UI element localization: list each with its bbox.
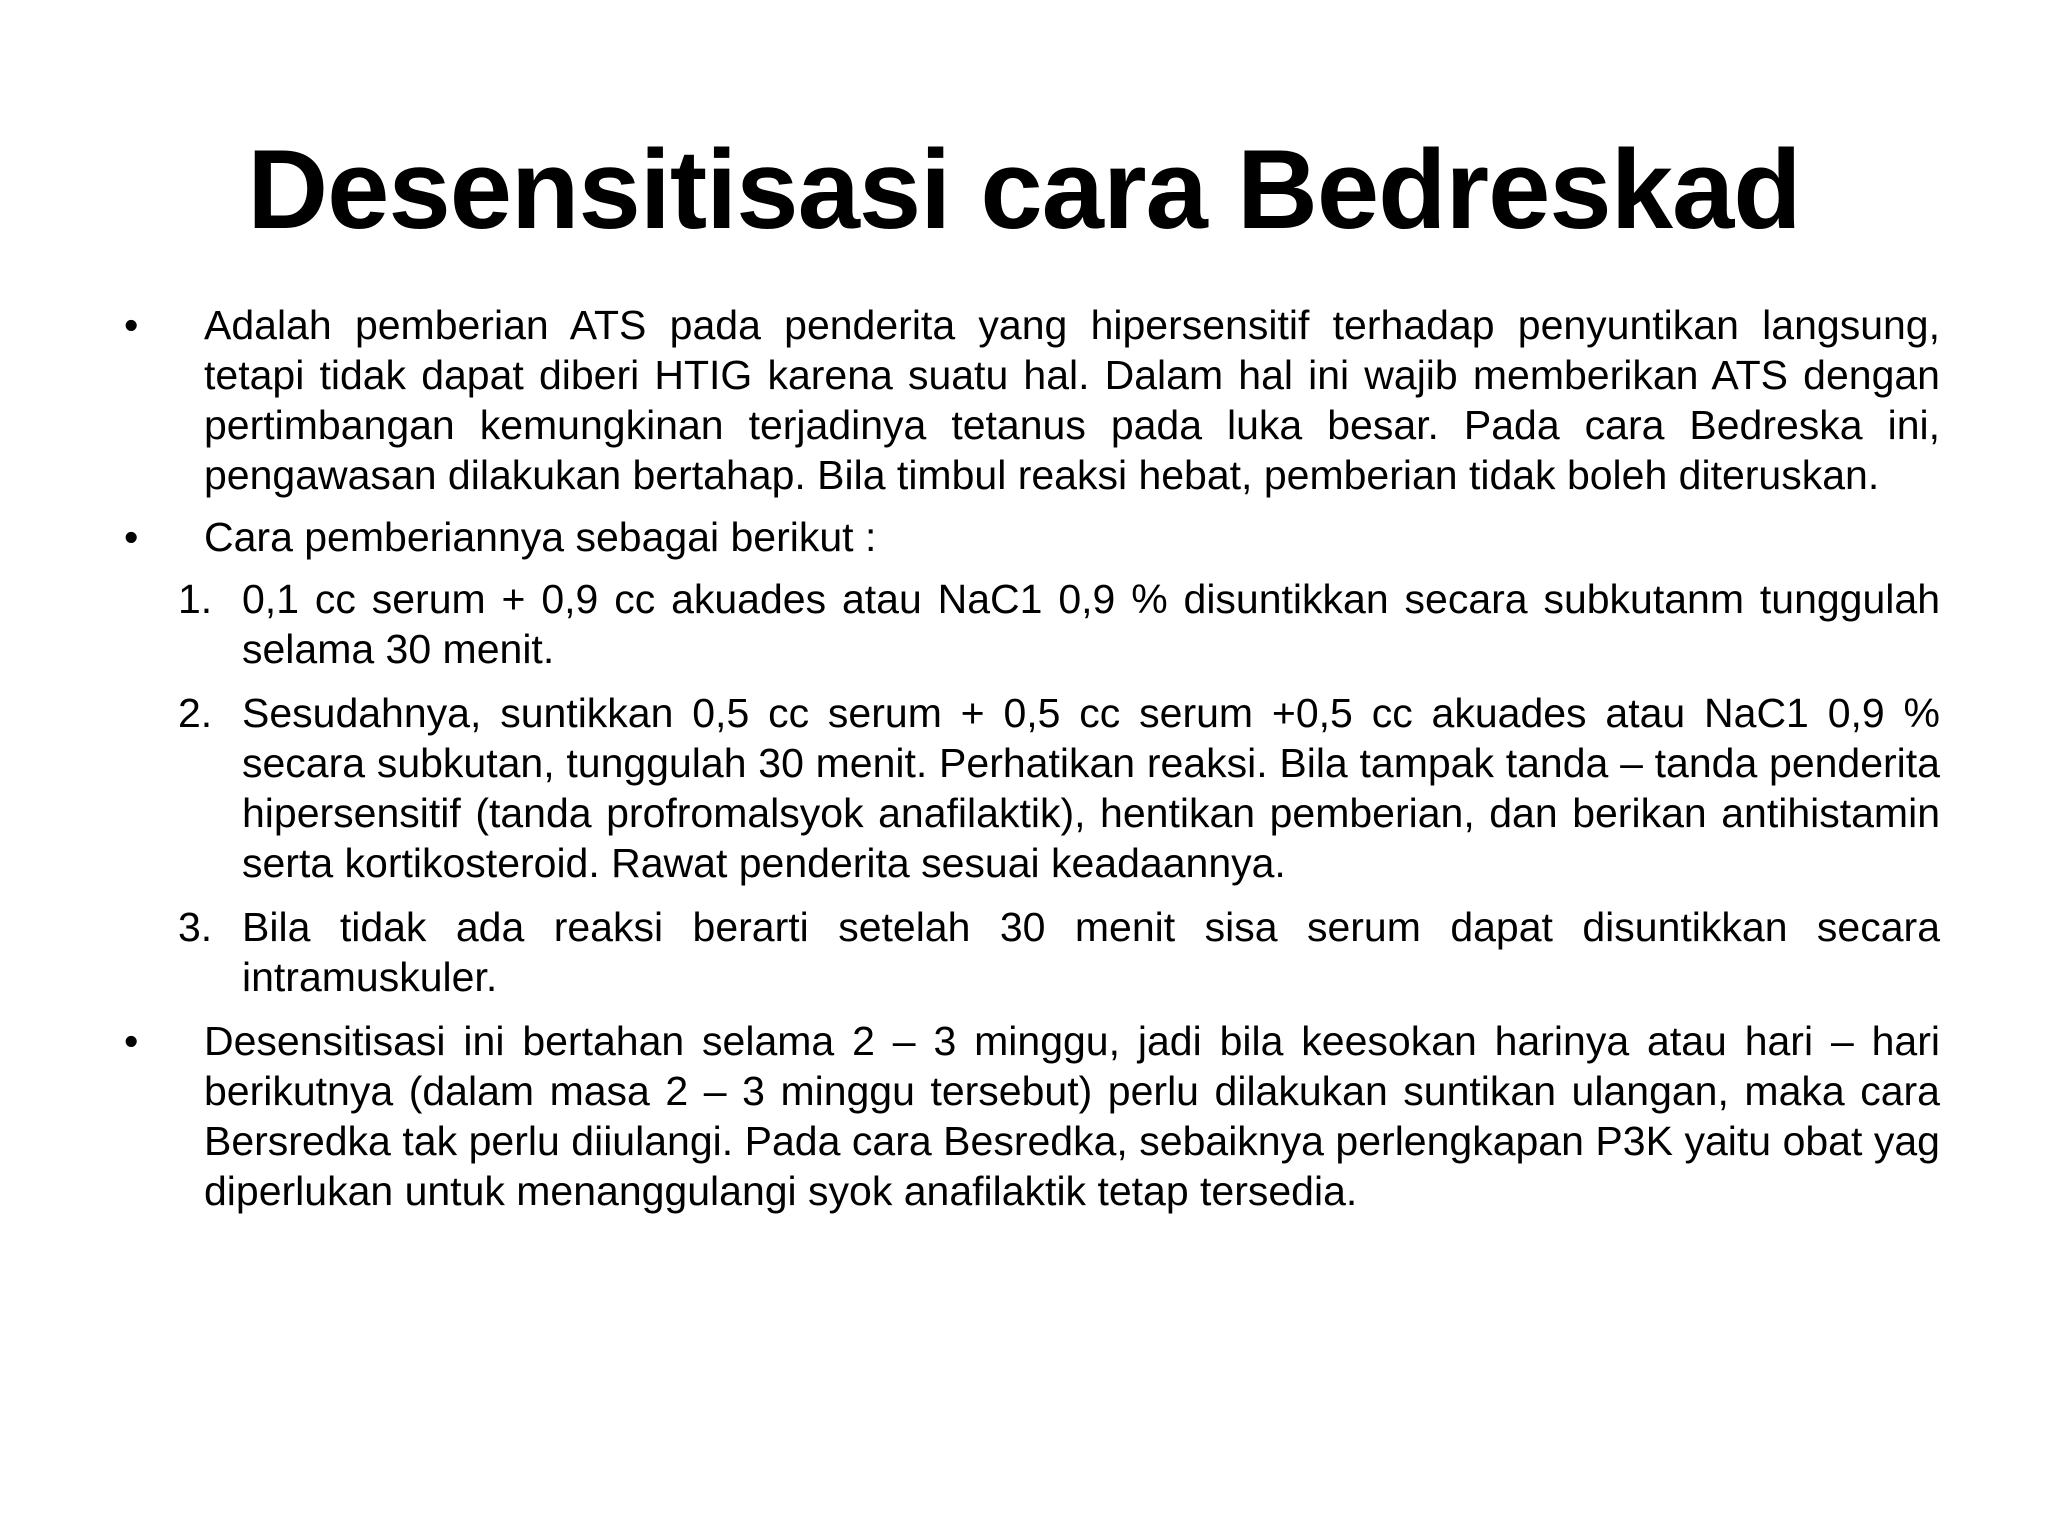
bullet-text: Cara pemberiannya sebagai berikut : [204,514,877,560]
bullet-icon: • [124,1018,139,1064]
step-text: Bila tidak ada reaksi berarti setelah 30 menit sisa serum dapat disuntikkan secara intramuskuler. [242,904,1940,1000]
bullet-item-method [120,512,1940,562]
step-number: 1. [178,576,213,622]
slide-title: Desensitisasi cara Bedreskad [247,127,1801,252]
numbered-steps-list [120,574,1940,1002]
step-number: 3. [178,904,213,950]
bullet-icon: • [124,302,139,348]
step-item [120,688,1940,888]
bullet-item-duration [120,1016,1940,1216]
bullet-text: Adalah pemberian ATS pada penderita yang hipersensitif terhadap penyuntikan langsung, tetapi tidak dapat diberi HTIG karena suatu hal. Dalam hal ini wajib memberikan ATS dengan pertimbangan kemungkinan terjadinya tetanus pada luka besar. Pada cara Bedreska ini, pengawasan dilakukan bertahap. Bila timbul reaksi hebat, pemberian tidak boleh diteruskan. [204,302,1940,498]
slide-content [120,300,1940,1228]
step-item [120,902,1940,1002]
bullet-icon: • [124,514,139,560]
step-text: 0,1 cc serum + 0,9 cc akuades atau NaC1 0,9 % disuntikkan secara subkutanm tunggulah selama 30 menit. [242,576,1940,672]
bullet-item-definition [120,300,1940,500]
step-item [120,574,1940,674]
step-text: Sesudahnya, suntikkan 0,5 cc serum + 0,5 cc serum +0,5 cc akuades atau NaC1 0,9 % secara subkutan, tunggulah 30 menit. Perhatikan reaksi. Bila tampak tanda – tanda penderita hipersensitif (tanda profromalsyok anafilaktik), hentikan pemberian, dan berikan antihistamin serta kortikosteroid. Rawat penderita sesuai keadaannya. [242,690,1940,886]
step-number: 2. [178,690,213,736]
bullet-text: Desensitisasi ini bertahan selama 2 – 3 minggu, jadi bila keesokan harinya atau hari – hari berikutnya (dalam masa 2 – 3 minggu tersebut) perlu dilakukan suntikan ulangan, maka cara Bersredka tak perlu diiulangi. Pada cara Besredka, sebaiknya perlengkapan P3K yaitu obat yag diperlukan untuk menanggulangi syok anafilaktik tetap tersedia. [204,1018,1940,1214]
